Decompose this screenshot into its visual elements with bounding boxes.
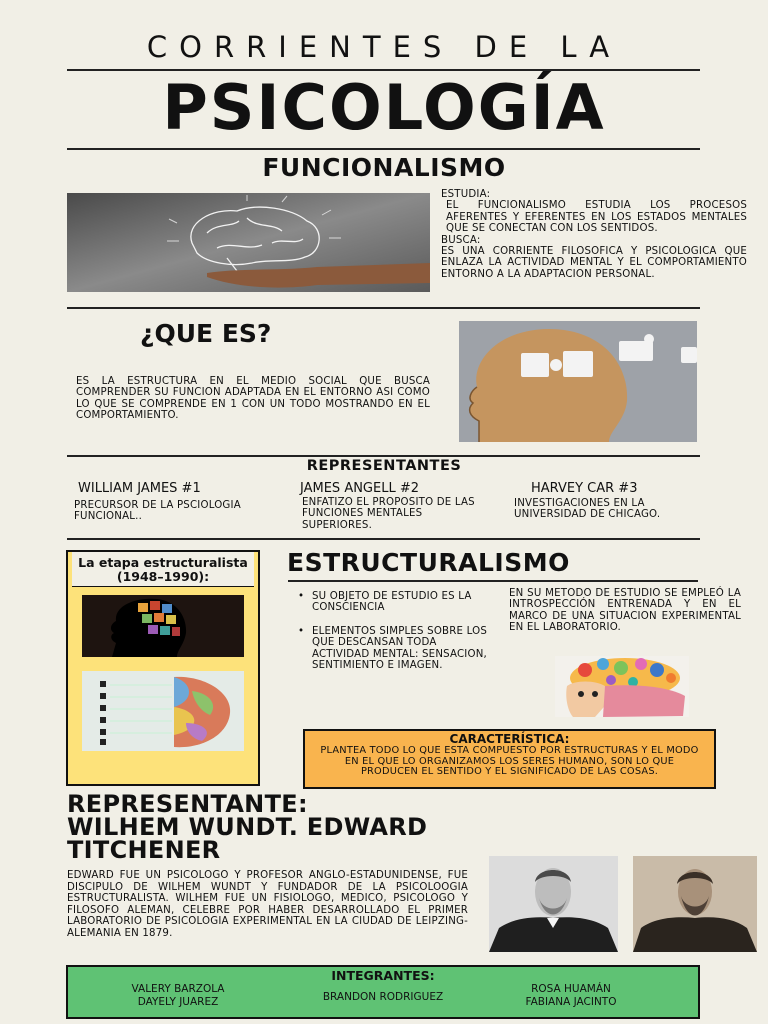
integrante-name: BRANDON RODRIGUEZ — [322, 991, 444, 1003]
portrait-wundt — [633, 856, 757, 952]
integrante-name: ROSA HUAMÁN — [531, 983, 611, 995]
representante-desc-1: PRECURSOR DE LA PSCIOLOGIA FUNCIONAL.. — [74, 500, 241, 523]
representantes-heading: REPRESENTANTES — [306, 458, 462, 474]
integrantes-box — [66, 965, 700, 1019]
busca-label: BUSCA: — [441, 234, 481, 246]
representante-heading-line-1: REPRESENTANTE: — [67, 790, 308, 818]
que-es-text: ES LA ESTRUCTURA EN EL MEDIO SOCIAL QUE BUSCA COMPRENDER SU FUNCION ADAPTADA EN EL ENTORNO ASI COMO LO QUE SE COMPRENDE EN 1 CON UN TODO MOSTRANDO EN EL COMPORTAMIENTO. — [76, 376, 430, 422]
bullet-dot-icon: • — [298, 625, 305, 637]
integrantes-heading: INTEGRANTES: — [331, 968, 435, 983]
representante-desc-2: ENFATIZO EL PROPOSITO DE LAS FUNCIONES MENTALES SUPERIORES. — [302, 497, 475, 531]
page-title: PSICOLOGÍA — [162, 71, 606, 144]
funcionalismo-heading: FUNCIONALISMO — [262, 153, 506, 182]
integrantes-col-3 — [496, 983, 646, 1009]
bullet-item-2: • ELEMENTOS SIMPLES SOBRE LOS QUE DESCANSAN TODA ACTIVIDAD MENTAL: SENSACION, SENTIMIENTO E IMAGEN. — [298, 625, 487, 672]
integrantes-col-2 — [288, 991, 478, 1004]
estudia-text: EL FUNCIONALISMO ESTUDIA LOS PROCESOS AFERENTES Y EFERENTES EN LOS ESTADOS MENTALES QUE SE CONECTAN CON LOS SENTIDOS. — [446, 200, 747, 235]
divider-1 — [67, 307, 700, 309]
integrante-name: FABIANA JACINTO — [525, 996, 617, 1008]
puzzle-head-image — [459, 321, 697, 442]
busca-text: ES UNA CORRIENTE FILOSOFICA Y PSICOLOGICA QUE ENLAZA LA ACTIVIDAD MENTAL Y EL COMPORTAMIENTO ENTORNO A LA ADAPTACION PERSONAL. — [441, 246, 747, 280]
representante-heading-line-2: WILHEM WUNDT. EDWARD — [67, 813, 428, 841]
representante-name-2: JAMES ANGELL #2 — [300, 481, 419, 496]
divider-3 — [67, 538, 700, 540]
estructuralismo-rule — [288, 580, 698, 582]
que-es-heading: ¿QUE ES? — [140, 319, 272, 348]
puzzle-silhouette-image — [82, 595, 244, 657]
yellow-panel — [66, 550, 260, 786]
bullet-list — [298, 591, 498, 671]
bullet-item-1: • SU OBJETO DE ESTUDIO ES LA CONSCIENCIA — [298, 591, 472, 614]
colorful-head-image — [555, 656, 689, 717]
bullet-dot-icon: • — [298, 591, 305, 602]
estudia-block — [441, 189, 747, 280]
representante-desc-3: INVESTIGACIONES EN LA UNIVERSIDAD DE CHICAGO. — [514, 498, 661, 521]
divider-2 — [67, 455, 700, 457]
brain-hand-image — [67, 193, 430, 292]
header-subtitle: CORRIENTES DE LA — [146, 30, 622, 64]
caracteristica-text: PLANTEA TODO LO QUE ESTA COMPUESTO POR ESTRUCTURAS Y EL MODO EN EL QUE LO ORGANIZAMOS LOS SERES HUMANO, SON LO QUE PRODUCEN EL SENTIDO Y EL SIGNIFICADO DE LAS COSAS. — [320, 745, 699, 778]
integrantes-col-1 — [108, 983, 248, 1009]
caracteristica-label: CARACTERÍSTICA: — [449, 732, 570, 746]
portrait-titchener — [489, 856, 618, 952]
header-bottom-rule — [67, 148, 700, 150]
caracteristica-box — [303, 729, 716, 789]
representante-bio: EDWARD FUE UN PSICOLOGO Y PROFESOR ANGLO-ESTADUNIDENSE, FUE DISCIPULO DE WILHEM WUNDT Y FUNDADOR DE LA PSICOLOOGIA ESTRUCTURALISTA. WILHEM FUE UN FISIOLOGO, MEDICO, PSICOLOGO Y FILOSOFO ALEMAN, CELEBRE POR HABER DESARROLLADO EL PRIMER LABORATORIO DE PSICOLOGIA EXPERIMENTAL EN LA CIUDAD DE LEIPZING-ALEMANIA EN 1879. — [67, 870, 468, 939]
representante-name-3: HARVEY CAR #3 — [531, 481, 638, 496]
sidebar-title: La etapa estructuralista (1948–1990): — [72, 552, 254, 587]
estructuralismo-heading: ESTRUCTURALISMO — [287, 548, 570, 577]
representante-heading — [67, 790, 428, 864]
representante-heading-line-3: TITCHENER — [67, 836, 221, 864]
integrante-name: VALERY BARZOLA — [131, 983, 225, 995]
integrante-name: DAYELY JUAREZ — [137, 996, 219, 1008]
metodo-text: EN SU METODO DE ESTUDIO SE EMPLEÓ LA INTROSPECCIÓN ENTRENADA Y EN EL MARCO DE UNA SITUACION EXPERIMENTAL EN EL LABORATORIO. — [509, 588, 741, 634]
brain-diagram-image — [82, 671, 244, 751]
estudia-label: ESTUDIA: — [441, 189, 491, 200]
representante-name-1: WILLIAM JAMES #1 — [78, 481, 201, 496]
